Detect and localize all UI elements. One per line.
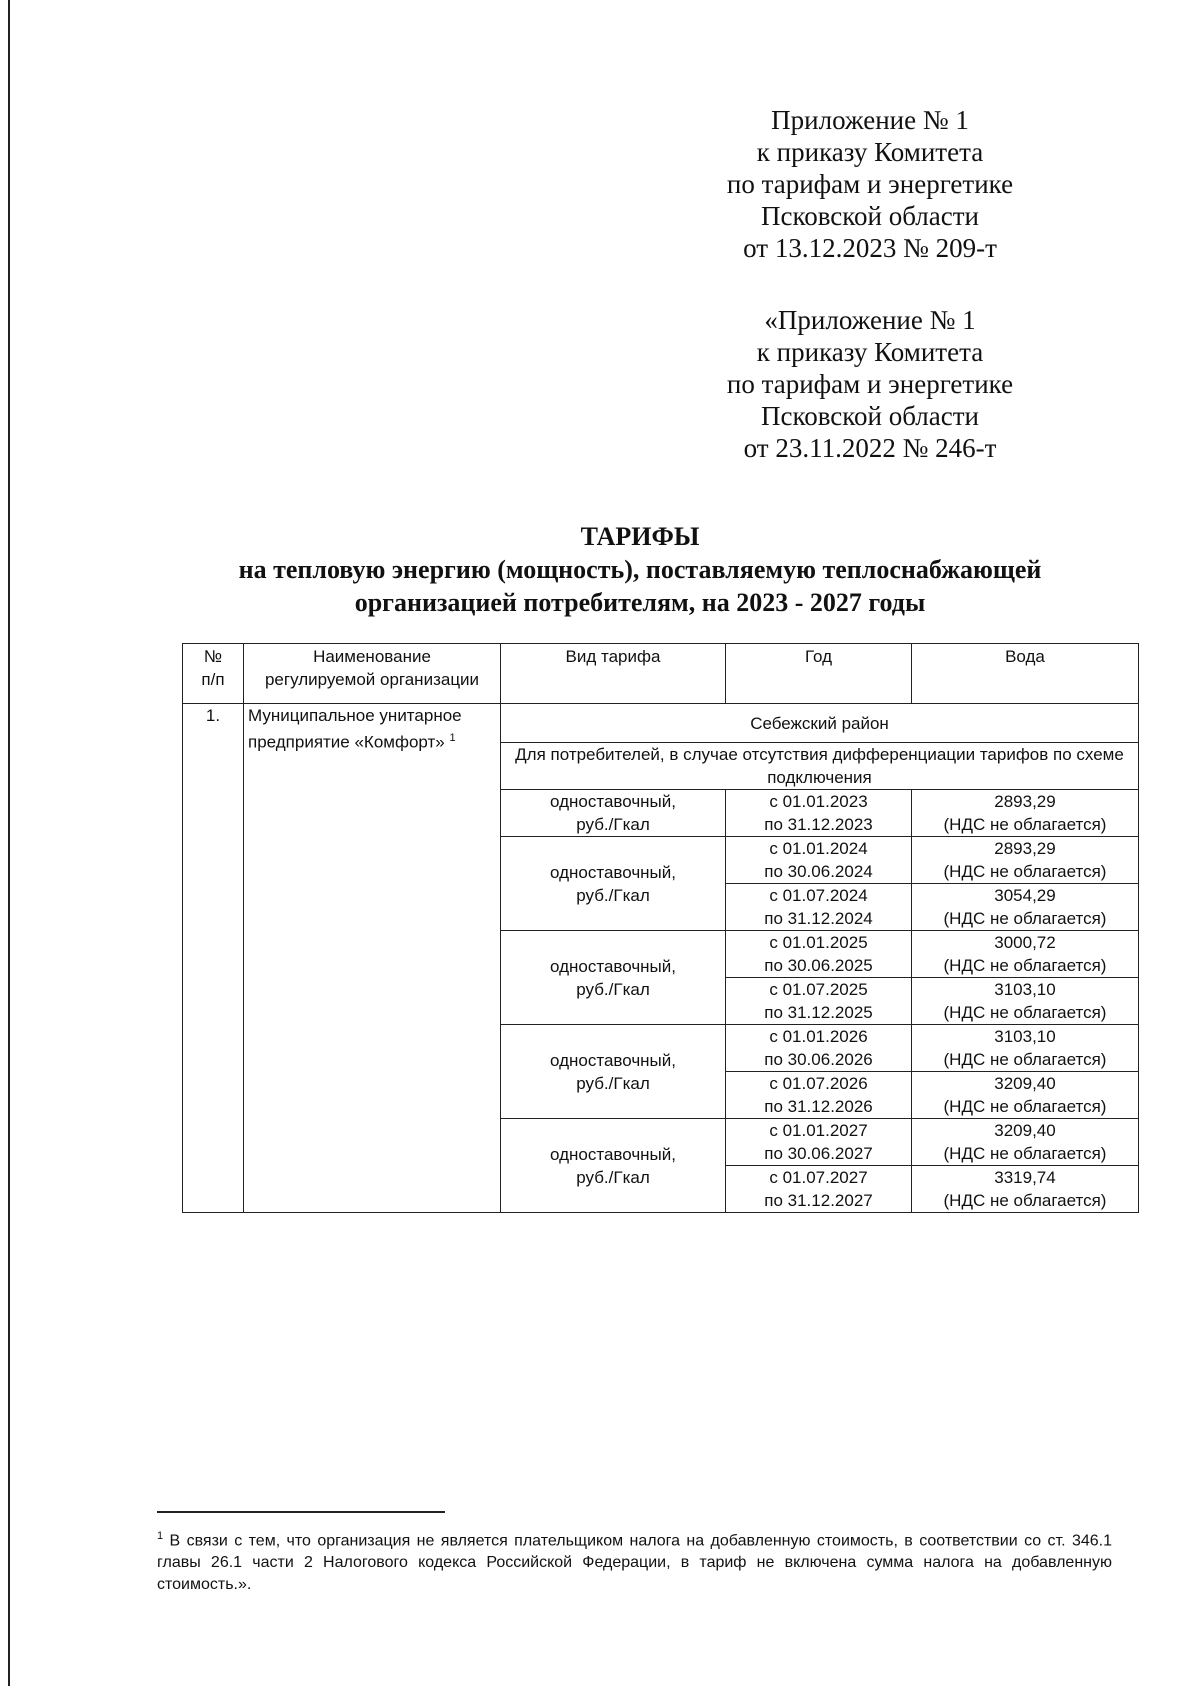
period-to: по 31.12.2023 <box>764 815 873 834</box>
vat-note: (НДС не облагается) <box>943 1144 1107 1163</box>
vat-note: (НДС не облагается) <box>943 862 1107 881</box>
organization-name-text: Муниципальное унитарное предприятие «Комфорт» <box>248 706 462 752</box>
row-number: 1. <box>183 704 244 1213</box>
tariff-type-cell <box>501 837 726 931</box>
tariff-type-line1: одноставочный, <box>550 862 676 882</box>
attachment-header-previous <box>700 304 1040 464</box>
period-from: с 01.07.2026 <box>769 1074 868 1093</box>
attachment-line: Приложение № 1 <box>771 105 969 135</box>
tariff-value: 3319,74 <box>994 1168 1056 1187</box>
tariff-type-line2: руб./Гкал <box>576 1073 650 1093</box>
attachment-line: Псковской области <box>760 401 979 431</box>
header-number-line1: № <box>203 647 223 666</box>
tariff-value: 3103,10 <box>994 980 1056 999</box>
tariff-value: 2893,29 <box>994 839 1056 858</box>
attachment-line: по тарифам и энергетике <box>726 169 1014 199</box>
tariff-value-cell <box>912 931 1139 978</box>
period-to: по 31.12.2026 <box>764 1097 873 1116</box>
organization-name <box>244 704 501 1213</box>
period-cell <box>726 978 912 1025</box>
tariff-value-cell <box>912 1072 1139 1119</box>
attachment-line: от 13.12.2023 № 209-т <box>743 233 997 263</box>
period-from: с 01.01.2027 <box>769 1121 868 1140</box>
tariff-value: 3000,72 <box>994 933 1056 952</box>
attachment-line: к приказу Комитета <box>756 137 984 167</box>
vat-note: (НДС не облагается) <box>943 1050 1107 1069</box>
header-year: Год <box>726 644 912 704</box>
tariff-type-cell <box>501 790 726 837</box>
period-cell <box>726 1119 912 1166</box>
title-line-3: организацией потребителям, на 2023 - 2027 годы <box>354 588 926 617</box>
tariff-value-cell <box>912 1166 1139 1213</box>
header-water: Вода <box>912 644 1139 704</box>
period-cell <box>726 837 912 884</box>
attachment-line: Псковской области <box>760 201 979 231</box>
footnote-separator <box>157 1511 445 1513</box>
header-tariff-type: Вид тарифа <box>501 644 726 704</box>
tariff-type-line1: одноставочный, <box>550 1050 676 1070</box>
period-from: с 01.01.2025 <box>769 933 868 952</box>
tariff-type-line2: руб./Гкал <box>576 885 650 905</box>
period-from: с 01.07.2024 <box>769 886 868 905</box>
tariff-value-cell <box>912 1119 1139 1166</box>
period-cell <box>726 884 912 931</box>
footnote-text: В связи с тем, что организация не является плательщиком налога на добавленную стоимость, в соответствии со ст. 346.1 главы 26.1 части 2 Налогового кодекса Российской Федерации, в тариф не включена сумма налога на добавленную стоимость.». <box>157 1532 1112 1594</box>
tariff-type-line2: руб./Гкал <box>576 815 650 834</box>
tariff-table <box>182 643 1139 1213</box>
tariff-type-line2: руб./Гкал <box>576 979 650 999</box>
period-to: по 31.12.2027 <box>764 1191 873 1210</box>
period-cell <box>726 790 912 837</box>
period-to: по 31.12.2025 <box>764 1003 873 1022</box>
title-line-1: ТАРИФЫ <box>580 522 700 551</box>
attachment-line: «Приложение № 1 <box>764 305 976 335</box>
attachment-header-current <box>700 104 1040 264</box>
vat-note: (НДС не облагается) <box>943 1097 1107 1116</box>
tariff-type-line1: одноставочный, <box>550 792 676 811</box>
tariff-type-line1: одноставочный, <box>550 1144 676 1164</box>
vat-note: (НДС не облагается) <box>943 1003 1107 1022</box>
attachment-line: от 23.11.2022 № 246-т <box>743 433 997 463</box>
period-from: с 01.01.2024 <box>769 839 868 858</box>
period-cell <box>726 1166 912 1213</box>
tariff-value-cell <box>912 790 1139 837</box>
header-organization-line1: Наименование <box>313 647 431 666</box>
tariff-value: 3054,29 <box>994 886 1056 905</box>
period-to: по 30.06.2024 <box>764 862 873 881</box>
period-to: по 31.12.2024 <box>764 909 873 928</box>
header-number-line2: п/п <box>201 670 225 689</box>
period-from: с 01.01.2023 <box>769 792 868 811</box>
attachment-line: по тарифам и энергетике <box>726 369 1014 399</box>
period-cell <box>726 1072 912 1119</box>
attachment-line: к приказу Комитета <box>756 337 984 367</box>
period-to: по 30.06.2025 <box>764 956 873 975</box>
period-to: по 30.06.2026 <box>764 1050 873 1069</box>
table-header-row <box>183 644 1139 704</box>
header-organization-line2: регулируемой организации <box>264 670 480 689</box>
district-name: Себежский район <box>501 704 1139 743</box>
header-number <box>183 644 244 704</box>
period-cell <box>726 931 912 978</box>
vat-note: (НДС не облагается) <box>943 909 1107 928</box>
period-to: по 30.06.2027 <box>764 1144 873 1163</box>
tariff-type-line1: одноставочный, <box>550 956 676 976</box>
footnote-marker: 1 <box>157 1530 164 1542</box>
tariff-value-cell <box>912 1025 1139 1072</box>
vat-note: (НДС не облагается) <box>943 1191 1107 1210</box>
tariff-value: 3209,40 <box>994 1121 1056 1140</box>
tariff-value: 3209,40 <box>994 1074 1056 1093</box>
period-from: с 01.01.2026 <box>769 1027 868 1046</box>
tariff-value-cell <box>912 837 1139 884</box>
tariff-type-cell <box>501 1025 726 1119</box>
vat-note: (НДС не облагается) <box>943 815 1107 834</box>
tariff-type-cell <box>501 931 726 1025</box>
tariff-value-cell <box>912 978 1139 1025</box>
header-organization <box>244 644 501 704</box>
footnote-ref: 1 <box>449 732 456 744</box>
document-title <box>120 520 1160 619</box>
period-cell <box>726 1025 912 1072</box>
period-from: с 01.07.2025 <box>769 980 868 999</box>
page-left-edge-line <box>8 0 10 1686</box>
footnote <box>157 1525 1112 1596</box>
title-line-2: на тепловую энергию (мощность), поставляемую теплоснабжающей <box>238 555 1042 584</box>
tariff-value: 3103,10 <box>994 1027 1056 1046</box>
table-row <box>183 704 1139 743</box>
vat-note: (НДС не облагается) <box>943 956 1107 975</box>
tariff-type-cell <box>501 1119 726 1213</box>
period-from: с 01.07.2027 <box>769 1168 868 1187</box>
tariff-value-cell <box>912 884 1139 931</box>
consumers-note: Для потребителей, в случае отсутствия дифференциации тарифов по схеме подключения <box>501 743 1139 790</box>
tariff-value: 2893,29 <box>994 792 1056 811</box>
tariff-type-line2: руб./Гкал <box>576 1167 650 1187</box>
